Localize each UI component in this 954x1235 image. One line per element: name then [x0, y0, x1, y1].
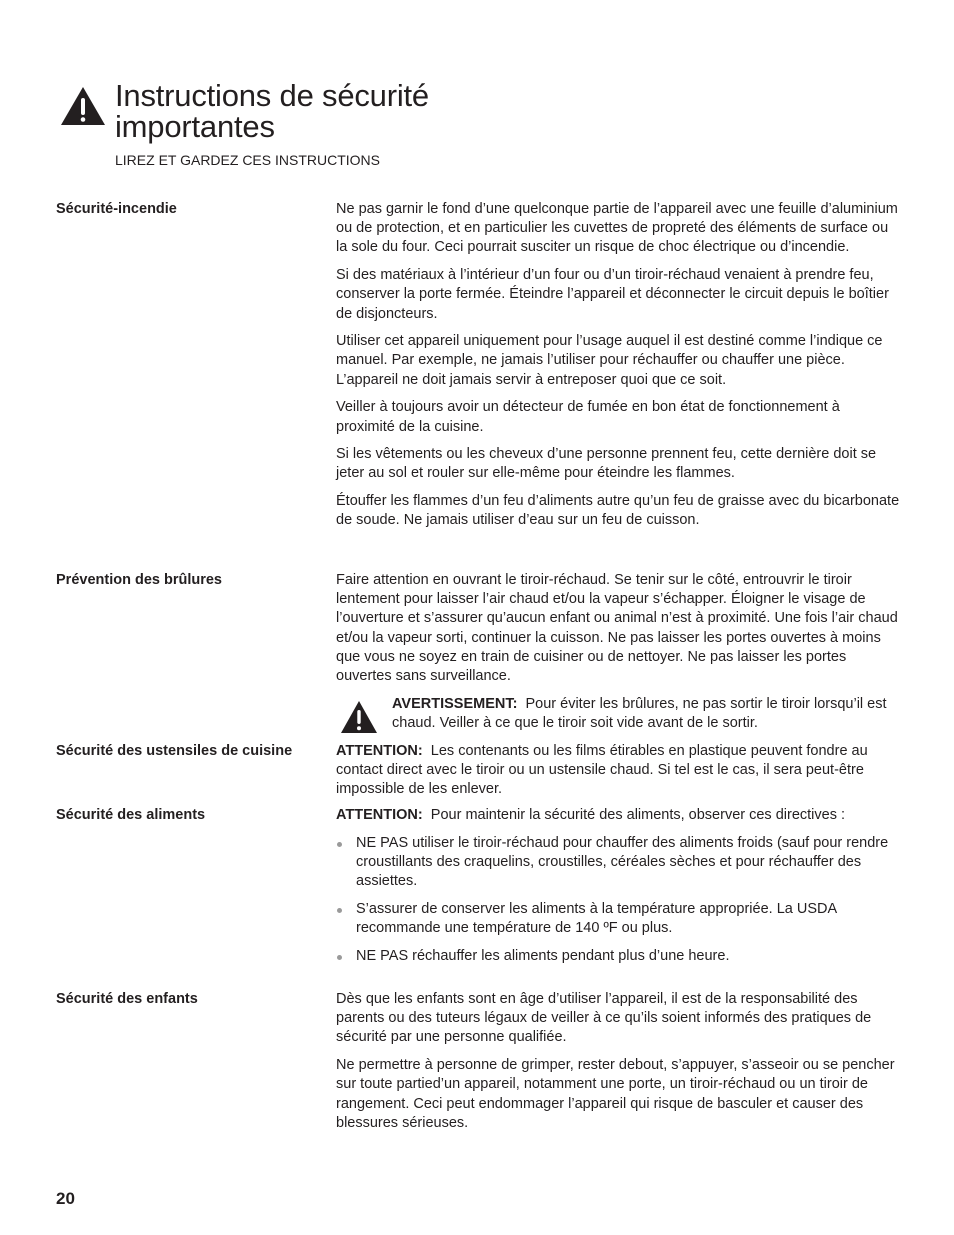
section-label-children: Sécurité des enfants — [56, 991, 198, 1007]
list-item: NE PAS utiliser le tiroir-réchaud pour chauffer des aliments froids (sauf pour rendre croustillants des craquelins, croustilles, céréales sèches et pour réchauffer des assiettes. — [336, 834, 901, 892]
warning-icon — [60, 86, 106, 126]
warning-text: Pour éviter les brûlures, ne pas sortir le tiroir lorsqu’il est chaud. Veiller à ce que le tiroir soit vide avant de le sortir. — [392, 696, 887, 732]
section-label-fire: Sécurité-incendie — [56, 201, 177, 217]
page-title-line1: Instructions de sécurité — [115, 78, 429, 113]
paragraph: Pour maintenir la sécurité des aliments, observer ces directives : — [430, 807, 846, 823]
section-body-utensils — [336, 742, 901, 808]
section-label-utensils: Sécurité des ustensiles de cuisine — [56, 743, 293, 759]
section-body-fire — [336, 200, 901, 539]
paragraph: Faire attention en ouvrant le tiroir-réchaud. Se tenir sur le côté, entrouvrir le tiroir lentement pour laisser l’air chaud et/ou la vapeur s’échapper. Éloigner le visage de l’ouverture et s’assurer qu’aucun enfant ou animal n’est à proximité. Une fois l’air chaud et/ou la vapeur sorti, continuer la cuisson. Ne pas laisser les portes ouvertes à moins que vous ne soyez en train de cuisiner ou de nettoyer. Ne pas laisser les portes ouvertes sans surveillance. — [336, 572, 898, 685]
section-body-children — [336, 990, 901, 1141]
page-title-line2: importantes — [115, 109, 275, 144]
warning-icon — [340, 700, 378, 734]
page-title — [115, 80, 429, 142]
paragraph: Si des matériaux à l’intérieur d’un four ou d’un tiroir-réchaud venaient à prendre feu, conserver la porte fermée. Éteindre l’appareil et déconnecter le circuit depuis le boîtier de disjoncteurs. — [336, 267, 889, 322]
bullet-icon — [337, 842, 342, 847]
attention-caps: ATTENTION: — [336, 807, 423, 823]
warning-text-block — [392, 695, 900, 733]
page-number: 20 — [56, 1189, 75, 1208]
paragraph: Ne pas garnir le fond d’une quelconque partie de l’appareil avec une feuille d’aluminium ou de protection, et en particulier les cuvettes de propreté des éléments de surface ou la sole du four. Ceci pourrait susciter un risque de choc électrique ou d’incendie. — [336, 201, 898, 256]
section-label-food: Sécurité des aliments — [56, 807, 206, 823]
bullet-icon — [337, 955, 342, 960]
paragraph: Les contenants ou les films étirables en plastique peuvent fondre au contact direct avec le tiroir ou un ustensile chaud. Si tel est le cas, il sera peut-être impossible de les enlever. — [336, 743, 868, 798]
paragraph: Ne permettre à personne de grimper, rester debout, s’appuyer, s’asseoir ou se pencher sur toute partied’un appareil, notamment une porte, un tiroir-réchaud ou un tiroir de rangement. Ceci peut endommager l’appareil qui risque de basculer et causer des blessures sérieuses. — [336, 1057, 895, 1131]
paragraph: Dès que les enfants sont en âge d’utiliser l’appareil, il est de la responsabilité des parents ou des tuteurs légaux de veiller à ce qu’ils soient informés des pratiques de sécurité par une personne qualifiée. — [336, 991, 872, 1046]
warning-callout — [336, 695, 901, 739]
attention-caps: ATTENTION: — [336, 743, 423, 759]
section-body-burns — [336, 571, 901, 695]
paragraph: Utiliser cet appareil uniquement pour l’usage auquel il est destiné comme l’indique ce manuel. Par exemple, ne jamais l’utiliser pour réchauffer ou chauffer une pièce. L’appareil ne doit jamais servir à entreposer quoi que ce soit. — [336, 333, 883, 388]
page-subtitle: LIREZ ET GARDEZ CES INSTRUCTIONS — [115, 152, 380, 168]
paragraph: Étouffer les flammes d’un feu d’aliments autre qu’un feu de graisse avec du bicarbonate de soude. Ne jamais utiliser d’eau sur un feu de cuisson. — [336, 493, 900, 529]
section-label-burns: Prévention des brûlures — [56, 572, 222, 588]
list-item: NE PAS réchauffer les aliments pendant plus d’une heure. — [336, 947, 901, 966]
list-item: S’assurer de conserver les aliments à la température appropriée. La USDA recommande une température de 140 ºF ou plus. — [336, 900, 901, 938]
bullet-list — [336, 834, 901, 966]
warning-caps: AVERTISSEMENT: — [392, 696, 518, 712]
bullet-icon — [337, 908, 342, 913]
paragraph: Veiller à toujours avoir un détecteur de fumée en bon état de fonctionnement à proximité de la cuisine. — [336, 399, 840, 435]
section-body-food — [336, 806, 901, 974]
paragraph: Si les vêtements ou les cheveux d’une personne prennent feu, cette dernière doit se jeter au sol et rouler sur elle-même pour éteindre les flammes. — [336, 446, 877, 482]
